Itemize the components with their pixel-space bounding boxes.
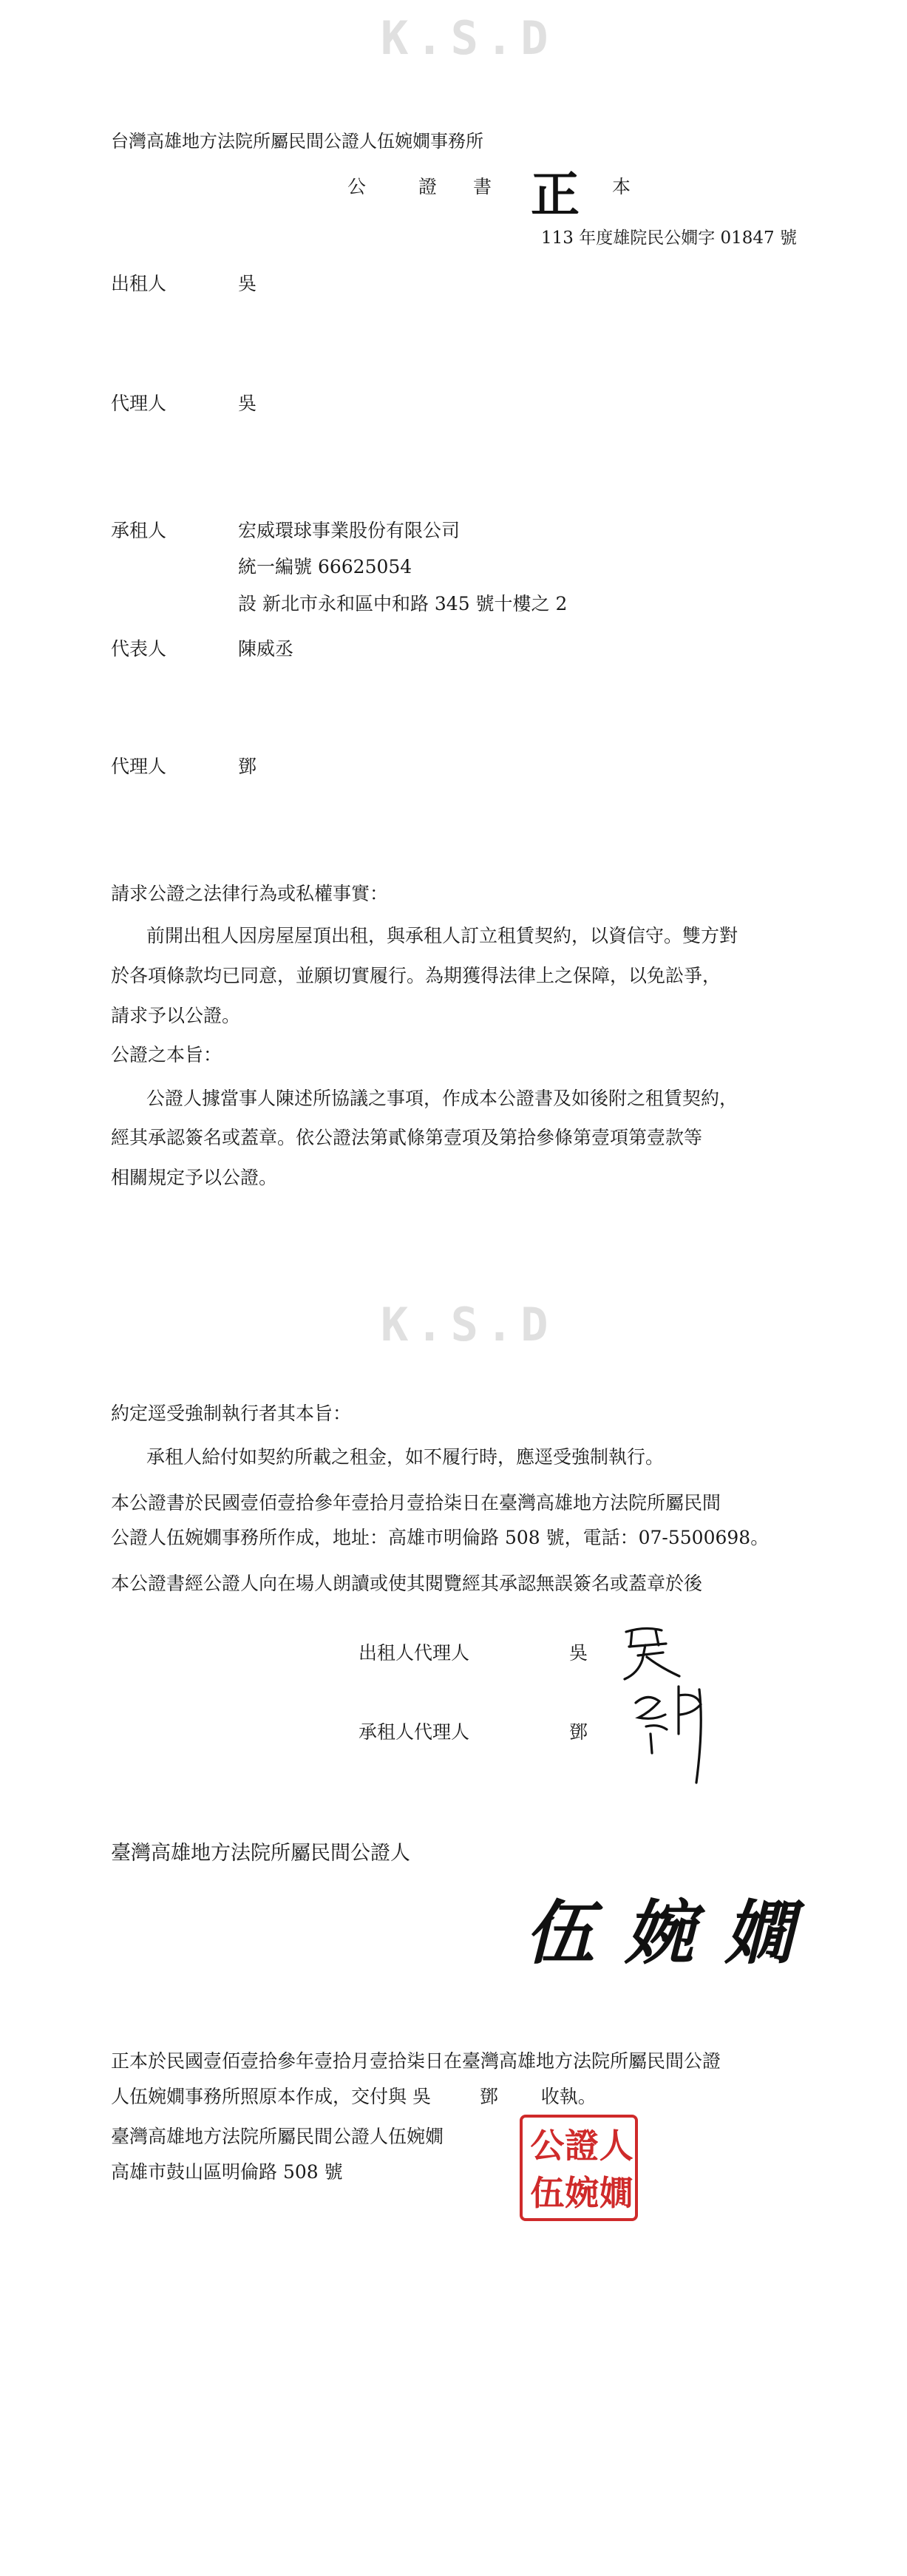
office-name: 台灣高雄地方法院所屬民間公證人伍婉嫺事務所 xyxy=(111,131,483,152)
signature-name-lessee-agent: 鄧 xyxy=(569,1721,588,1743)
purpose-line: 相關規定予以公證。 xyxy=(111,1167,278,1188)
title-char: 證 xyxy=(418,176,438,197)
seal-char: 伍 xyxy=(530,2173,565,2213)
notary-seal xyxy=(520,2115,638,2221)
purpose-heading: 公證之本旨： xyxy=(111,1044,222,1065)
place-line: 本公證書於民國壹佰壹拾參年壹拾月壹拾柒日在臺灣高雄地方法院所屬民間 xyxy=(111,1492,721,1514)
embossed-watermark: K.S.D xyxy=(381,1298,556,1352)
seal-char: 公 xyxy=(530,2126,565,2166)
purpose-line: 公證人據當事人陳述所協議之事項，作成本公證書及如後附之租賃契約， xyxy=(146,1088,738,1109)
footer-line: 正本於民國壹佰壹拾參年壹拾月壹拾柒日在臺灣高雄地方法院所屬民間公證 xyxy=(111,2050,721,2072)
lessee-name: 宏威環球事業股份有限公司 xyxy=(238,520,461,541)
title-char: 書 xyxy=(473,176,492,197)
representative-name: 陳威丞 xyxy=(238,638,294,660)
seal-char: 嫺 xyxy=(599,2173,633,2213)
footer-line: 臺灣高雄地方法院所屬民間公證人伍婉嫺 xyxy=(111,2126,444,2147)
seal-char: 人 xyxy=(599,2126,633,2166)
signature-label-lessor-agent: 出租人代理人 xyxy=(359,1642,470,1664)
lessor-agent-name: 吳 xyxy=(238,393,257,414)
reference-number: 113 年度雄院民公嫺字 01847 號 xyxy=(541,228,797,248)
seal-char: 婉 xyxy=(564,2173,599,2213)
footer-line: 人伍婉嫺事務所照原本作成，交付與 吳 鄧 收執。 xyxy=(111,2086,597,2107)
purpose-line: 經其承認簽名或蓋章。依公證法第貳條第壹項及第拾參條第壹項第壹款等 xyxy=(111,1127,703,1148)
representative-label: 代表人 xyxy=(111,638,167,660)
request-heading: 請求公證之法律行為或私權事實： xyxy=(111,883,389,904)
notary-signature: 伍 婉 嫺 xyxy=(525,1893,797,1974)
request-line: 於各項條款均已同意，並願切實履行。為期獲得法律上之保障，以免訟爭， xyxy=(111,965,721,986)
lessee-label: 承租人 xyxy=(111,520,167,541)
lessee-address: 設 新北市永和區中和路 345 號十樓之 2 xyxy=(238,593,568,614)
lessor-agent-label: 代理人 xyxy=(111,393,167,414)
title-char: 公 xyxy=(347,176,367,197)
lessor-name: 吳 xyxy=(238,273,257,294)
request-line: 前開出租人因房屋屋頂出租，與承租人訂立租賃契約，以資信守。雙方對 xyxy=(146,925,738,946)
footer-line: 高雄市鼓山區明倫路 508 號 xyxy=(111,2161,343,2183)
lessee-id: 統一編號 66625054 xyxy=(238,556,412,577)
lessor-label: 出租人 xyxy=(111,273,167,294)
signature-name-lessor-agent: 吳 xyxy=(569,1642,588,1664)
title-char: 本 xyxy=(612,176,631,197)
notary-title: 臺灣高雄地方法院所屬民間公證人 xyxy=(111,1842,410,1865)
place-line: 公證人伍婉嫺事務所作成，地址：高雄市明倫路 508 號，電話：07-5500698。 xyxy=(111,1527,770,1548)
handwritten-signature-lessee-agent xyxy=(628,1682,717,1786)
embossed-watermark: K.S.D xyxy=(381,11,556,65)
enforcement-heading: 約定逕受強制執行者其本旨： xyxy=(111,1403,352,1424)
signature-label-lessee-agent: 承租人代理人 xyxy=(359,1721,470,1743)
request-line: 請求予以公證。 xyxy=(111,1005,241,1026)
enforcement-line: 承租人給付如契約所載之租金，如不履行時，應逕受強制執行。 xyxy=(146,1446,665,1468)
read-line: 本公證書經公證人向在場人朗讀或使其閱覽經其承認無誤簽名或蓋章於後 xyxy=(111,1573,703,1594)
lessee-agent-label: 代理人 xyxy=(111,756,167,777)
seal-char: 證 xyxy=(564,2126,599,2166)
original-copy-stamp: 正 xyxy=(531,166,580,223)
lessee-agent-name: 鄧 xyxy=(238,756,257,777)
handwritten-signature-lessor-agent xyxy=(617,1623,684,1682)
